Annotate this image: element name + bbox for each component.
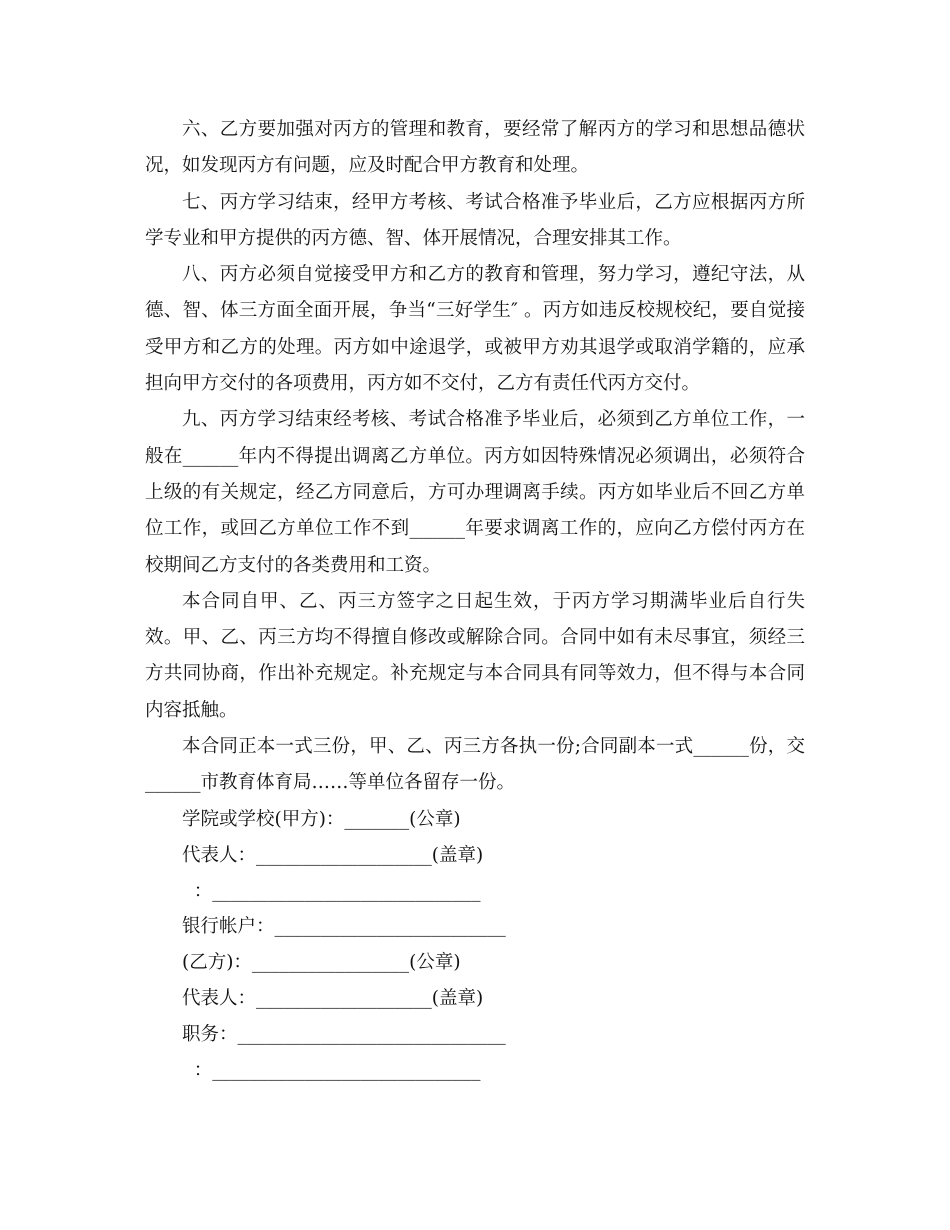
clause-8-paragraph: 八、丙方必须自觉接受甲方和乙方的教育和管理，努力学习，遵纪守法，从德、智、体三方面全面开展，争当“三好学生″ 。丙方如违反校规校纪，要自觉接受甲方和乙方的处理。丙方如中途退学，或被甲方劝其退学或取消学籍的，应承担向甲方交付的各项费用，丙方如不交付，乙方有责任代丙方交付。 — [145, 264, 805, 395]
signature-line-representative-b: 代表人：___________________(盖章) — [182, 987, 484, 1009]
signature-line-party-b: (乙方)：_________________(公章) — [182, 951, 461, 973]
signature-block — [145, 802, 805, 1089]
document-body — [145, 112, 805, 1089]
signature-line-representative-a: 代表人：___________________(盖章) — [182, 844, 484, 866]
clause-6-paragraph: 六、乙方要加强对丙方的管理和教育，要经常了解丙方的学习和思想品德状况，如发现丙方有问题，应及时配合甲方教育和处理。 — [145, 119, 805, 177]
signature-line-blank-b: ：_____________________________ — [182, 1059, 481, 1081]
copies-paragraph: 本合同正本一式三份，甲、乙、丙三方各执一份;合同副本一式______份，交______市教育体育局……等单位各留存一份。 — [145, 736, 805, 794]
signature-line-school: 学院或学校(甲方)：_______(公章) — [182, 808, 461, 830]
signature-line-position: 职务：_____________________________ — [182, 1023, 506, 1045]
signature-line-bank-account: 银行帐户：_________________________ — [182, 915, 506, 937]
clause-7-paragraph: 七、丙方学习结束，经甲方考核、考试合格准予毕业后，乙方应根据丙方所学专业和甲方提供的丙方德、智、体开展情况，合理安排其工作。 — [145, 191, 805, 249]
signature-line-blank-a: ：_____________________________ — [182, 880, 481, 902]
effectiveness-paragraph: 本合同自甲、乙、丙三方签字之日起生效，于丙方学习期满毕业后自行失效。甲、乙、丙三方均不得擅自修改或解除合同。合同中如有未尽事宜，须经三方共同协商，作出补充规定。补充规定与本合同具有同等效力，但不得与本合同内容抵触。 — [145, 590, 805, 721]
clause-9-paragraph: 九、丙方学习结束经考核、考试合格准予毕业后，必须到乙方单位工作，一般在______年内不得提出调离乙方单位。丙方如因特殊情况必须调出，必须符合上级的有关规定，经乙方同意后，方可办理调离手续。丙方如毕业后不回乙方单位工作，或回乙方单位工作不到______年要求调离工作的，应向乙方偿付丙方在校期间乙方支付的各类费用和工资。 — [145, 409, 805, 576]
